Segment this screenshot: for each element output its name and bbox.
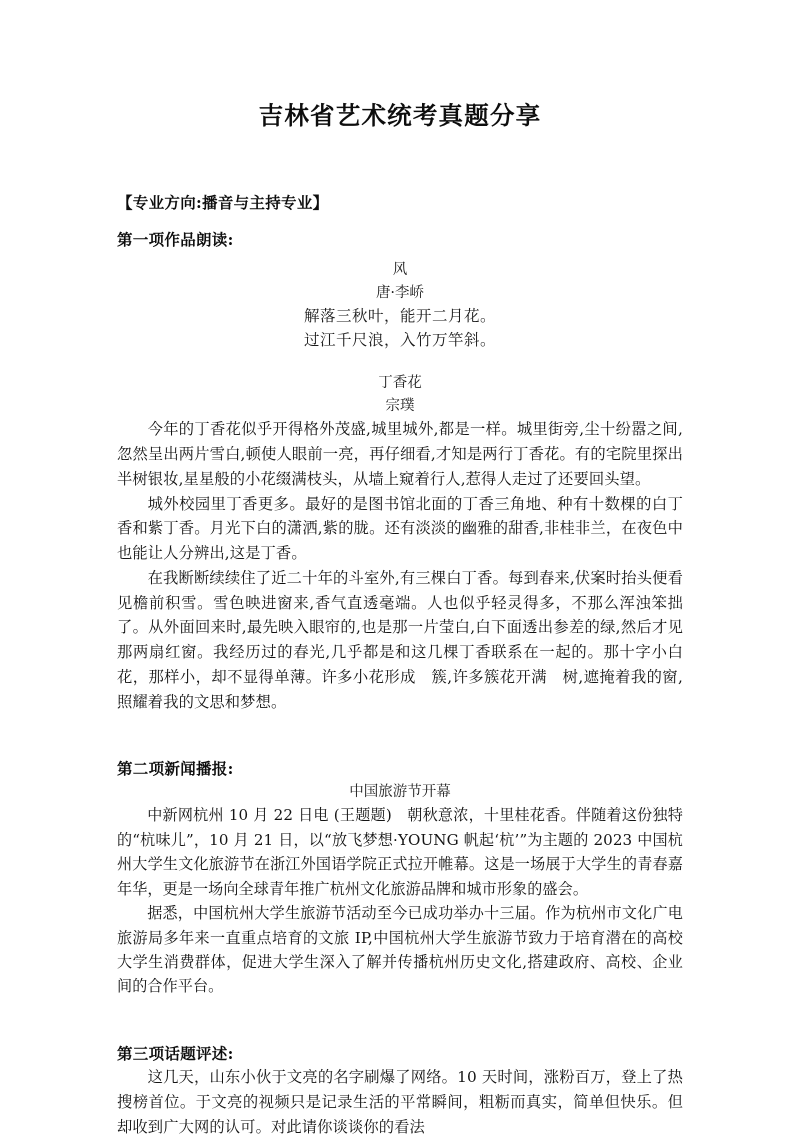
essay-paragraph: 今年的丁香花似乎开得格外茂盛,城里城外,都是一样。城里街旁,尘十纷嚣之间,忽然呈出两片雪白,顿使人眼前一亮，再仔细看,才知是两行丁香花。有的宅院里探出半树银妆,星星般的小花缀满枝头，从墙上窥着行人,惹得人走过了还要回头望。 — [117, 420, 683, 488]
news-paragraph: 中新网杭州 10 月 22 日电 (王题题) 朝秋意浓，十里桂花香。伴随着这份独特的“杭味儿”，10 月 21 日，以“放飞梦想·YOUNG 帆起‘杭’”为主题的 2023 中国杭州大学生文化旅游节在浙江外国语学院正式拉开帷幕。这是一场展于大学生的青春嘉年华，更是一场向全球青年推广杭州文化旅游品牌和城市形象的盛会。 — [117, 806, 683, 898]
poem-line: 解落三秋叶，能开二月花。 — [303, 307, 496, 326]
section-heading-2: 第二项新闻播报: — [117, 759, 234, 779]
news-paragraph: 据悉，中国杭州大学生旅游节活动至今已成功举办十三届。作为杭州市文化广电旅游局多年来一直重点培育的文旅 IP,中国杭州大学生旅游节致力于培育潜在的高校大学生消费群体，促进大学生深入了解并传播杭州历史文化,搭建政府、高校、企业间的合作平台。 — [117, 904, 683, 996]
page-title: 吉林省艺术统考真题分享 — [258, 101, 542, 130]
spacer — [117, 130, 683, 150]
essay-paragraph: 在我断断续续住了近二十年的斗室外,有三棵白丁香。每到春来,伏案时抬头便看见檐前积雪。雪色映进窗来,香气直透毫端。人也似乎轻灵得多，不那么浑浊笨拙了。从外面回来时,最先映入眼帘的,也是那一片莹白,白下面透出参差的绿,然后才见那两扇红窗。我经历过的春光,几乎都是和这几棵丁香联系在一起的。那十字小白花，那样小，却不显得单薄。许多小花形成 簇,许多簇花开满 树,遮掩着我的窗,照耀着我的文思和梦想。 — [117, 568, 683, 711]
essay-title: 丁香花 — [378, 375, 422, 392]
section-heading-1: 第一项作品朗读: — [117, 229, 234, 249]
essay-author: 宗璞 — [385, 397, 415, 414]
poem-line: 过江千尺浪，入竹万竿斜。 — [303, 331, 496, 350]
spacer — [117, 714, 683, 758]
spacer — [117, 999, 683, 1043]
poem-block — [117, 259, 683, 352]
section-heading-3: 第三项话题评述: — [117, 1043, 234, 1063]
news-title: 中国旅游节开幕 — [349, 783, 451, 800]
essay-header — [117, 372, 683, 417]
poem-title: 风 — [392, 262, 408, 279]
essay-paragraph: 城外校园里丁香更多。最好的是图书馆北面的丁香三角地、种有十数棵的白丁香和紫丁香。月光下白的潇洒,紫的胧。还有淡淡的幽雅的甜香,非桂非兰，在夜色中也能让人分辨出,这是丁香。 — [117, 494, 683, 563]
topic-paragraph: 这几天，山东小伙于文亮的名字刷爆了网络。10 天时间，涨粉百万，登上了热搜榜首位。于文亮的视频只是记录生活的平常瞬间，粗粝而真实，简单但快乐。但却收到广大网的认可。对此请你谈谈你的看法 — [117, 1068, 683, 1136]
poem-author: 唐·李峤 — [375, 284, 425, 301]
major-heading: 【专业方向:播音与主持专业】 — [117, 193, 329, 213]
